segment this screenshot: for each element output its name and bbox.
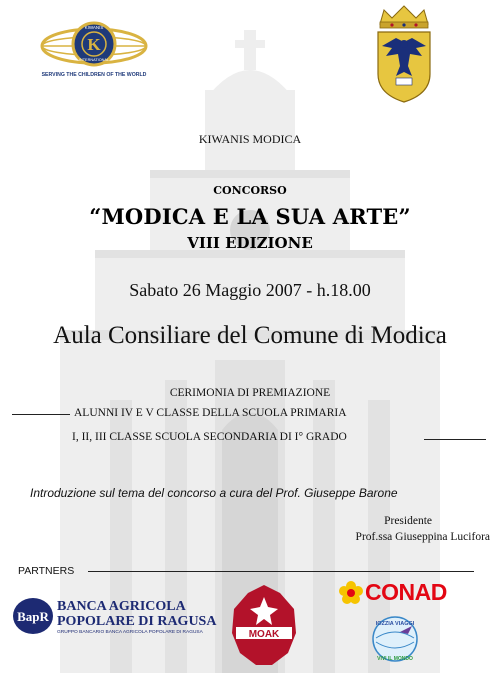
right-rule <box>424 439 486 440</box>
modica-coat-of-arms-icon <box>372 2 436 104</box>
svg-text:KIWANIS: KIWANIS <box>84 25 104 30</box>
svg-text:INTERNATIONAL: INTERNATIONAL <box>78 58 110 62</box>
contest-title: “MODICA E LA SUA ARTE” <box>89 204 411 229</box>
ceremony-line-primary: ALUNNI IV E V CLASSE DELLA SCUOLA PRIMARIA <box>74 407 347 419</box>
introduction-text: Introduzione sul tema del concorso a cura del Prof. Giuseppe Barone <box>30 486 398 500</box>
moak-logo-icon <box>228 583 300 667</box>
coat-of-arms <box>372 2 436 104</box>
president-name: Prof.ssa Giuseppina Lucifora <box>355 531 490 543</box>
travel-agency-logo <box>362 612 428 666</box>
travel-agency-logo-icon <box>362 612 428 666</box>
conad-logo <box>338 578 456 608</box>
svg-text:BapR: BapR <box>17 609 49 624</box>
bank-logo <box>12 596 217 640</box>
bank-group-line: GRUPPO BANCARIO BANCA AGRICOLA POPOLARE DI RAGUSA <box>57 630 203 635</box>
moak-logo <box>228 583 300 667</box>
left-rule <box>12 414 70 415</box>
ceremony-line-secondary: I, II, III CLASSE SCUOLA SECONDARIA DI I° GRADO <box>72 431 347 443</box>
partners-rule <box>88 571 474 572</box>
ceremony-heading: CERIMONIA DI PREMIAZIONE <box>169 387 331 399</box>
kiwanis-emblem-letter: K <box>87 35 101 54</box>
conad-flower-icon <box>338 580 364 606</box>
president-role: Presidente <box>384 515 432 527</box>
partners-label: PARTNERS <box>18 565 75 577</box>
contest-label: CONCORSO <box>213 184 287 197</box>
conad-text: CONAD <box>365 579 447 605</box>
bank-name-line2: POPOLARE DI RAGUSA <box>57 614 217 629</box>
moak-text: MOAK <box>248 629 280 640</box>
kiwanis-logo <box>30 16 158 82</box>
event-date-time: Sabato 26 Maggio 2007 - h.18.00 <box>129 280 371 300</box>
kiwanis-international-logo-icon <box>30 16 158 82</box>
svg-text:VIVI IL MONDO: VIVI IL MONDO <box>377 656 413 662</box>
svg-text:IOZZIA VIAGGI: IOZZIA VIAGGI <box>375 621 415 627</box>
kiwanis-motto: SERVING THE CHILDREN OF THE WORLD <box>41 72 147 78</box>
edition-label: VIII EDIZIONE <box>187 234 313 252</box>
club-name: KIWANIS MODICA <box>198 132 302 146</box>
bapr-bank-logo-icon <box>12 596 56 636</box>
bank-name-line1: BANCA AGRICOLA <box>57 599 186 614</box>
event-venue: Aula Consiliare del Comune di Modica <box>53 322 447 349</box>
